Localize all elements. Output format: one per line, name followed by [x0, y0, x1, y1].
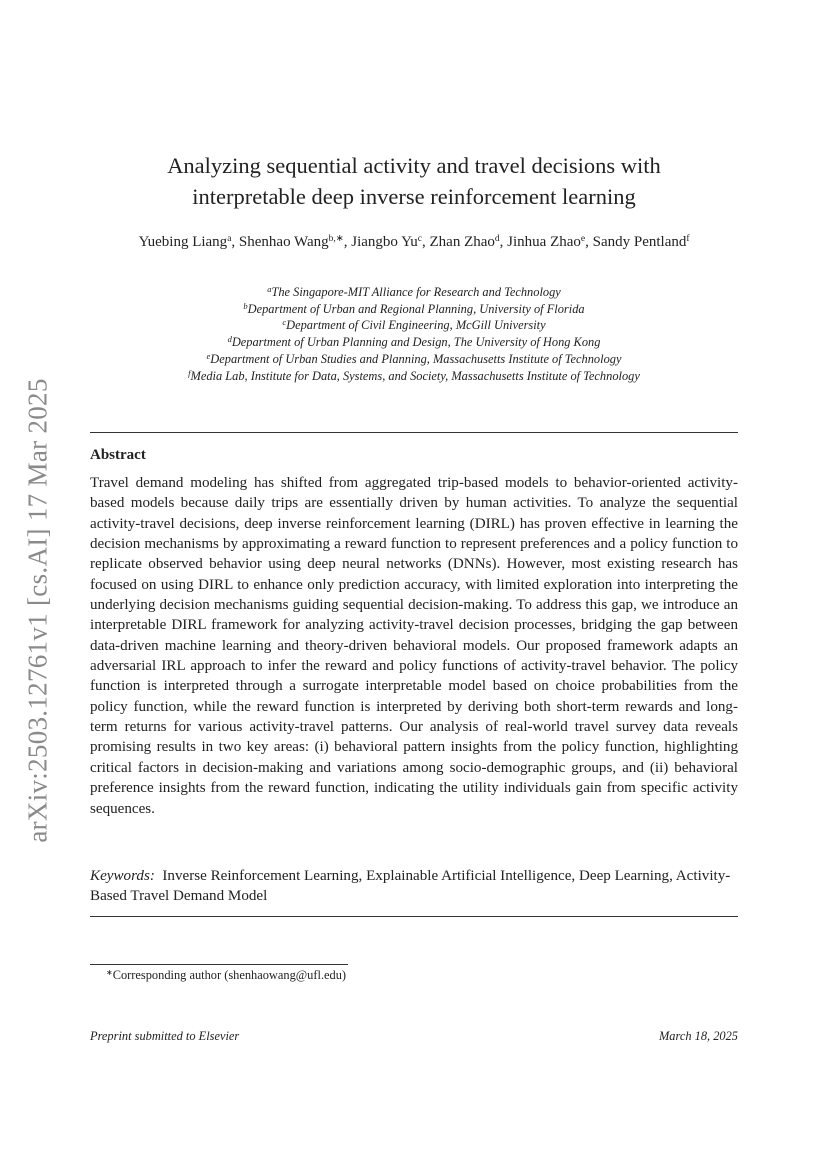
- author-affiliation-mark: f: [686, 234, 690, 244]
- author-separator: ,: [499, 234, 508, 250]
- affiliation-text: Department of Urban and Regional Planning, University of Florida: [247, 301, 585, 316]
- author-affiliation-mark: b,∗: [328, 234, 344, 244]
- title-line-1: Analyzing sequential activity and travel decisions with: [167, 153, 661, 178]
- affiliation-mark: a: [267, 284, 272, 294]
- author-affiliation-mark: c: [417, 234, 423, 244]
- arxiv-identifier-text: arXiv:2503.12761v1 [cs.AI] 17 Mar 2025: [22, 377, 53, 843]
- keywords-text: Inverse Reinforcement Learning, Explainable Artificial Intelligence, Deep Learning, Activity-Based Travel Demand Model: [90, 868, 731, 904]
- author-affiliation-mark: a: [227, 234, 232, 244]
- affiliation-text: Department of Civil Engineering, McGill University: [286, 318, 546, 333]
- author-separator: ,: [422, 234, 430, 250]
- affiliation-text: Department of Urban Planning and Design, The University of Hong Kong: [231, 335, 601, 350]
- author-name: Sandy Pentland: [592, 234, 687, 250]
- keywords-label: Keywords:: [90, 868, 155, 884]
- affiliation-item: [90, 334, 738, 351]
- author-name: Yuebing Liang: [138, 234, 228, 250]
- affiliation-mark: f: [188, 367, 191, 378]
- author-affiliation-mark: e: [580, 234, 586, 244]
- affiliation-item: [90, 368, 738, 385]
- preprint-note: Preprint submitted to Elsevier: [90, 1029, 240, 1043]
- footnote-mark: ∗: [106, 968, 113, 977]
- affiliation-item: [90, 301, 738, 318]
- affiliation-item: [90, 317, 738, 334]
- affiliation-item: [90, 351, 738, 368]
- paper-title: [90, 150, 738, 212]
- author-name: Zhan Zhao: [429, 234, 495, 250]
- footnote-rule: [90, 964, 348, 965]
- affiliation-text: Media Lab, Institute for Data, Systems, and Society, Massachusetts Institute of Technology: [190, 368, 640, 383]
- footer-date: March 18, 2025: [658, 1029, 738, 1043]
- affiliation-list: [90, 284, 738, 384]
- abstract-heading: Abstract: [90, 447, 146, 463]
- affiliation-item: [90, 284, 738, 301]
- affiliation-mark: d: [227, 334, 232, 345]
- affiliation-mark: c: [282, 317, 287, 328]
- author-separator: ,: [343, 234, 352, 250]
- footnote-text: Corresponding author (shenhaowang@ufl.edu): [112, 968, 347, 982]
- abstract-top-rule: [90, 432, 738, 433]
- author-name: Jinhua Zhao: [507, 234, 581, 250]
- affiliation-text: The Singapore-MIT Alliance for Research and Technology: [271, 285, 561, 299]
- affiliation-mark: e: [206, 350, 211, 361]
- corresponding-author-footnote: [106, 968, 346, 983]
- title-line-2: interpretable deep inverse reinforcement learning: [192, 184, 636, 209]
- author-affiliation-mark: d: [494, 234, 500, 244]
- affiliation-mark: b: [243, 300, 248, 311]
- author-list: [90, 232, 738, 252]
- author-name: Jiangbo Yu: [351, 234, 418, 250]
- arxiv-identifier-stamp: [22, 370, 53, 850]
- affiliation-text: Department of Urban Studies and Planning, Massachusetts Institute of Technology: [210, 351, 622, 366]
- author-separator: ,: [585, 234, 593, 250]
- author-separator: ,: [231, 234, 239, 250]
- keywords: [90, 866, 738, 906]
- abstract-bottom-rule: [90, 916, 738, 917]
- author-name: Shenhao Wang: [238, 234, 329, 250]
- abstract-body: Travel demand modeling has shifted from aggregated trip-based models to behavior-oriented activity-based models because daily trips are essentially driven by human activities. To analyze the sequential activity-travel decisions, deep inverse reinforcement learning (DIRL) has proven effective in learning the decision mechanisms by approximating a reward function to represent preferences and a policy function to replicate observed behavior using deep neural networks (DNNs). However, most existing research has focused on using DIRL to enhance only prediction accuracy, with limited exploration into interpreting the underlying decision mechanisms guiding sequential decision-making. To address this gap, we introduce an interpretable DIRL framework for analyzing activity-travel decision processes, bridging the gap between data-driven machine learning and theory-driven behavioral models. Our proposed framework adapts an adversarial IRL approach to infer the reward and policy functions of activity-travel behavior. The policy function is interpreted through a surrogate interpretable model based on choice probabilities from the policy function, while the reward function is interpreted by deriving both short-term rewards and long-term returns for various activity-travel patterns. Our analysis of real-world travel survey data reveals promising results in two key areas: (i) behavioral pattern insights from the policy function, highlighting critical factors in decision-making and variations among socio-demographic groups, and (ii) behavioral preference insights from the reward function, indicating the utility individuals gain from specific activity sequences.: [90, 475, 738, 817]
